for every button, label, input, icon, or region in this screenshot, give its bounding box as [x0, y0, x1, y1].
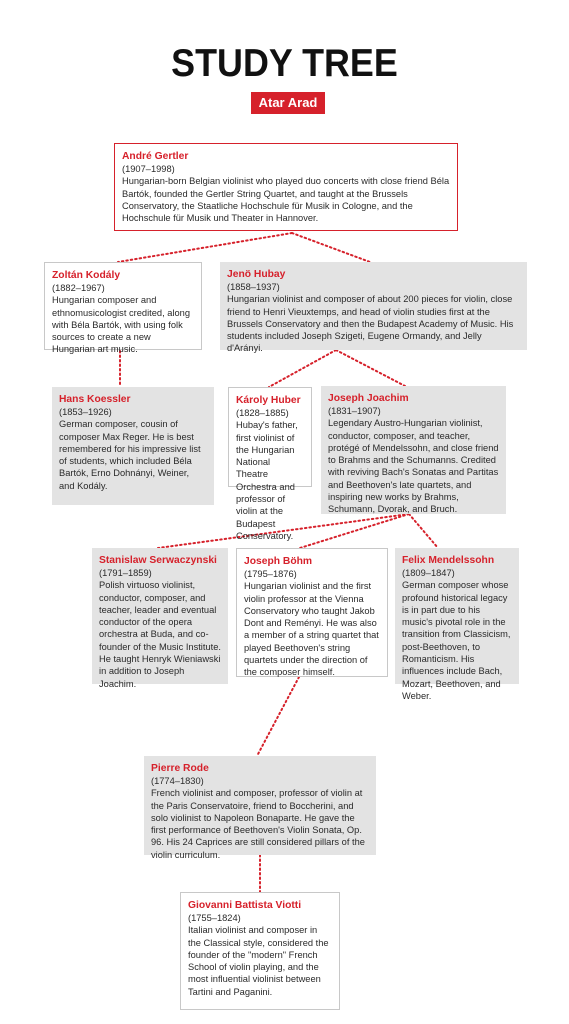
node-dates: (1774–1830)	[151, 776, 204, 786]
node-description: Italian violinist and composer in the Classical style, considered the founder of the "modern" French School of violin playing, and the most influential violinist between Tartini and Paganini.	[188, 925, 329, 997]
node-name: Stanislaw Serwaczynski	[99, 555, 217, 566]
node-description: French violinist and composer, professor of violin at the Paris Conservatoire, friend to Boccherini, and solo violinist to Napoleon Bonaparte. He gave the first performance of Beethoven's Violin Sonata, Op. 96. His 24 Caprices are still considered pillars of the violin curriculum.	[151, 788, 365, 860]
node-joseph-bohm	[236, 548, 388, 677]
node-name: André Gertler	[122, 151, 189, 162]
link-hubay-joachim	[336, 350, 405, 386]
node-description: German composer, cousin of composer Max Reger. He is best remembered for his impressive list of students, which included Béla Bartók, Erno Dohnányi, Weiner, and Kodály.	[59, 419, 201, 491]
node-description: Hungarian composer and ethnomusicologist credited, along with Béla Bartók, with using folk sources to create a new Hungarian art music.	[52, 295, 190, 355]
node-name: Joseph Joachim	[328, 393, 409, 404]
node-dates: (1809–1847)	[402, 568, 455, 578]
node-karoly-huber	[228, 387, 312, 541]
node-joseph-joachim	[321, 386, 506, 514]
node-hans-koessler	[52, 387, 214, 505]
node-felix-mendelssohn	[395, 548, 519, 701]
node-zoltan-kodaly	[44, 262, 202, 355]
node-description: Hungarian violinist and composer of about 200 pieces for violin, close friend to Henri Vieuxtemps, and head of violin studies first at the Brussels Conservatory and then the Budapest Academy of Music. His students included Joseph Szigeti, Eugene Ormandy, and Jelly d'Arányi.	[227, 294, 514, 354]
node-dates: (1882–1967)	[52, 283, 105, 293]
node-name: Károly Huber	[236, 395, 301, 406]
page-title: STUDY TREE	[171, 42, 398, 85]
link-hubay-huber	[269, 350, 336, 387]
node-description: German composer whose profound historical legacy is in part due to his music's pivotal role in the transition from Classicism, post-Beethoven, to Romanticism. His influences include Bach, Mozart, Beethoven, and Weber.	[402, 580, 511, 701]
node-dates: (1831–1907)	[328, 406, 381, 416]
node-pierre-rode	[144, 756, 376, 860]
node-dates: (1828–1885)	[236, 408, 289, 418]
link-joachim-mendelssohn	[409, 514, 438, 548]
node-dates: (1795–1876)	[244, 569, 297, 579]
node-dates: (1858–1937)	[227, 282, 280, 292]
node-name: Jenö Hubay	[227, 269, 286, 280]
node-description: Legendary Austro-Hungarian violinist, conductor, composer, and teacher, protégé of Mendelssohn, and close friend to Brahms and the Schumanns. Credited with reviving Bach's Sonatas and Partitas and Beethoven's late quartets, and inspiring new works by Brahms, Schumann, Dvorak, and Bruch.	[328, 418, 499, 515]
node-name: Giovanni Battista Viotti	[188, 900, 302, 911]
node-dates: (1755–1824)	[188, 913, 241, 923]
node-giovanni-battista-viotti	[180, 892, 340, 1010]
node-name: Joseph Böhm	[244, 556, 313, 567]
link-bohm-rode	[257, 677, 299, 756]
node-name: Zoltán Kodály	[52, 270, 121, 281]
node-name: Felix Mendelssohn	[402, 555, 495, 566]
node-dates: (1907–1998)	[122, 164, 175, 174]
link-joachim-bohm	[300, 514, 409, 548]
node-description: Polish virtuoso violinist, conductor, composer, and teacher, leader and eventual conductor of the opera orchestra at Buda, and co-founder of the Music Institute. He taught Henryk Wieniawski in addition to Joseph Joachim.	[99, 580, 221, 689]
node-dates: (1791–1859)	[99, 568, 152, 578]
node-andre-gertler	[114, 143, 458, 231]
node-jeno-hubay	[220, 262, 527, 354]
node-name: Hans Koessler	[59, 394, 131, 405]
subject-name-badge: Atar Arad	[251, 92, 325, 114]
node-description: Hungarian violinist and the first violin professor at the Vienna Conservatory who taught Jakob Dont and Reményi. He was also a member of a string quartet that played Beethoven's string quartets under the direction of the composer himself.	[244, 581, 379, 678]
node-description: Hungarian-born Belgian violinist who played duo concerts with close friend Béla Bartók, founded the Gertler String Quartet, and taught at the Brussels Conservatory, the Staatliche Hochschule für Musik in Cologne, and the Hochschule für Musik und Theater in Hannover.	[122, 176, 450, 224]
link-gertler-kodaly	[118, 233, 292, 262]
node-description: Hubay's father, first violinist of the Hungarian National Theatre Orchestra and professor of violin at the Budapest Conservatory.	[236, 420, 298, 541]
node-name: Pierre Rode	[151, 763, 209, 774]
link-gertler-hubay	[292, 233, 370, 262]
node-stanislaw-serwaczynski	[92, 548, 228, 689]
node-dates: (1853–1926)	[59, 407, 112, 417]
